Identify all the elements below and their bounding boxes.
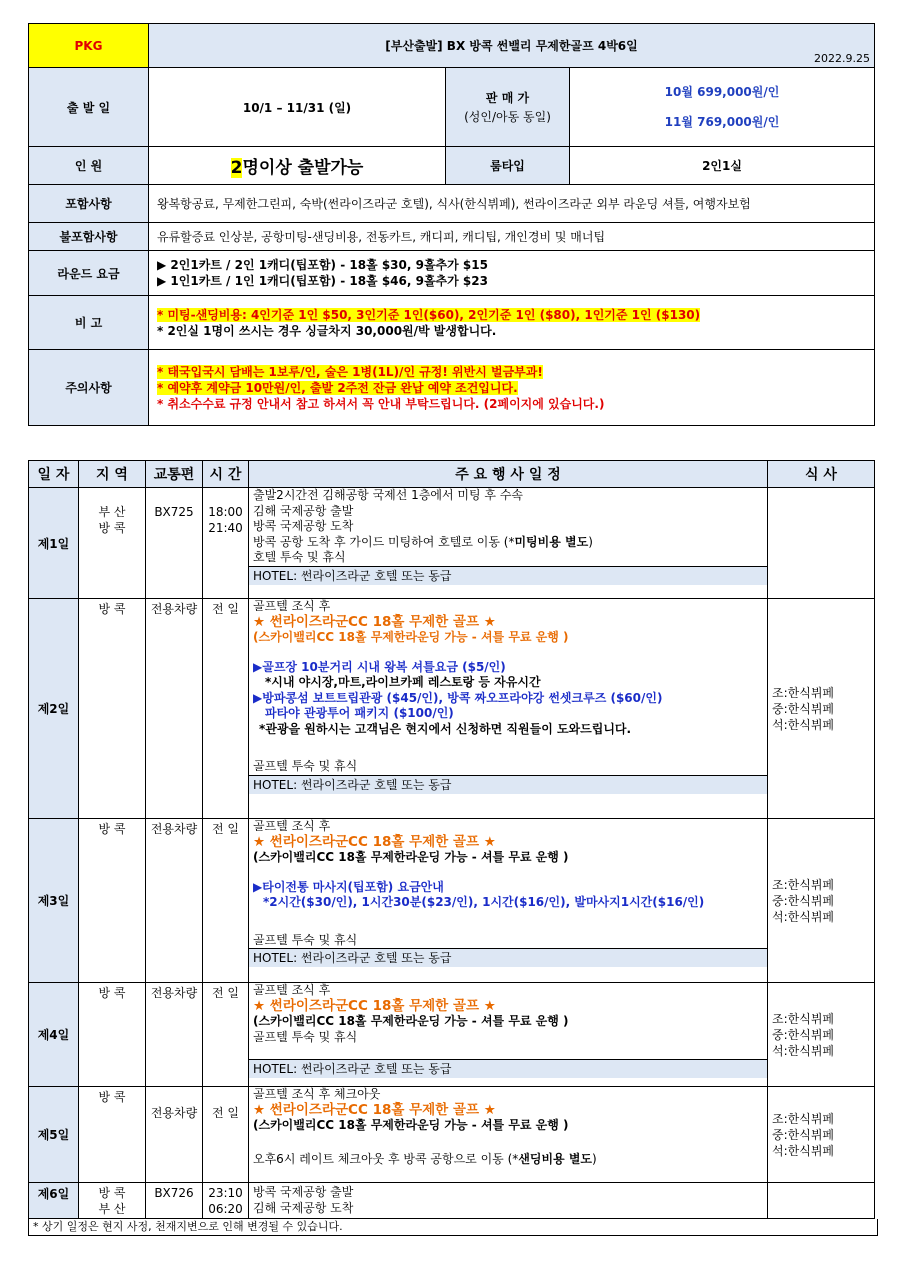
col-day: 일 자 — [29, 461, 79, 488]
time-cell: 전 일 — [203, 1087, 249, 1183]
schedule-line: 방콕 국제공항 출발 — [253, 1185, 354, 1199]
document-date: 2022.9.25 — [814, 52, 871, 65]
day-label: 제1일 — [29, 488, 79, 599]
meal-cell — [768, 599, 875, 819]
schedule-line: 골프텔 투숙 및 휴식 — [253, 932, 358, 947]
col-meal: 식 사 — [768, 461, 875, 488]
time-depart: 18:00 — [208, 505, 243, 519]
time-cell: 전 일 — [203, 983, 249, 1087]
day-label: 제4일 — [29, 983, 79, 1087]
hotel-line: HOTEL: 썬라이즈라군 호텔 또는 동급 — [249, 1059, 767, 1078]
massage-prices: *2시간($30/인), 1시간30분($23/인), 1시간($16/인), 발마사지1시간($16/인) — [263, 895, 705, 909]
schedule-line: 호텔 투숙 및 휴식 — [253, 550, 346, 564]
hotel-line: HOTEL: 썬라이즈라군 호텔 또는 동급 — [249, 775, 767, 794]
meal-cell — [768, 488, 875, 599]
round-fee-2: ▶ 1인1카트 / 1인 1캐디(팁포함) - 18홀 $46, 9홀추가 $23 — [157, 274, 488, 288]
price-label-text: 판 매 가 — [485, 91, 530, 105]
pkg-badge: PKG — [29, 24, 149, 68]
massage-title: ▶타이전통 마사지(팁포함) 요금안내 — [253, 879, 444, 894]
golf-sub: (스카이밸리CC 18홀 무제한라운딩 가능 - 셔틀 무료 운행 ) — [253, 1118, 569, 1132]
title-text: [부산출발] BX 방콕 썬밸리 무제한골프 4박6일 — [385, 39, 638, 53]
transport-cell: BX725 — [146, 488, 203, 599]
round-fee-1: ▶ 2인1카트 / 2인 1캐디(팁포함) - 18홀 $30, 9홀추가 $15 — [157, 258, 488, 272]
price-nov: 11월 769,000원/인 — [664, 115, 780, 129]
golf-title: ★ 썬라이즈라군CC 18홀 무제한 골프 ★ — [253, 1101, 496, 1118]
price-value — [570, 68, 875, 147]
schedule-cell — [249, 983, 768, 1087]
day-label: 제6일 — [29, 1183, 79, 1219]
schedule-line: 김해 국제공항 출발 — [253, 503, 354, 518]
people-label: 인 원 — [29, 147, 149, 185]
meal-cell — [768, 1183, 875, 1219]
round-fee-label: 라운드 요금 — [29, 251, 149, 296]
remark-2: * 2인실 1명이 쓰시는 경우 싱글차지 30,000원/박 발생합니다. — [157, 323, 497, 338]
include-label: 포함사항 — [29, 185, 149, 223]
day-label: 제2일 — [29, 599, 79, 819]
time-arrive: 06:20 — [208, 1202, 243, 1216]
itinerary-table — [28, 460, 875, 1219]
region-to: 부 산 — [98, 1202, 126, 1216]
region-cell: 방 콕 — [79, 599, 146, 819]
schedule-line: 방콕 공항 도착 후 가이드 미팅하여 호텔로 이동 (*미팅비용 별도) — [253, 534, 593, 549]
region-cell: 방 콕 — [79, 983, 146, 1087]
golf-sub: (스카이밸리CC 18홀 무제한라운딩 가능 - 셔틀 무료 운행 ) — [253, 850, 569, 864]
schedule-line: 골프텔 조식 후 — [253, 599, 331, 613]
transport-cell: 전용차량 — [146, 1087, 203, 1183]
option-line: ▶방파콩섬 보트트립관광 ($45/인), 방콕 짜오프라야강 썬셋크루즈 ($60/인) — [253, 690, 663, 705]
time-cell: 전 일 — [203, 819, 249, 983]
meal-cell — [768, 983, 875, 1087]
price-sub: (성인/아동 동일) — [464, 110, 551, 124]
meal-lunch: 중:한식뷔페 — [772, 1127, 835, 1142]
option-line: *관광을 원하시는 고객님은 현지에서 신청하면 직원들이 도와드립니다. — [259, 721, 632, 736]
round-fee-value — [149, 251, 875, 296]
transport-cell: 전용차량 — [146, 983, 203, 1087]
schedule-line: 출발2시간전 김해공항 국제선 1층에서 미팅 후 수속 — [253, 488, 523, 502]
table-row — [29, 983, 875, 1087]
transport-cell: BX726 — [146, 1183, 203, 1219]
col-time: 시 간 — [203, 461, 249, 488]
caution-3: * 취소수수료 규정 안내서 참고 하셔서 꼭 안내 부탁드립니다. (2페이지에 있습니다.) — [157, 396, 605, 411]
schedule-line: 골프텔 투숙 및 휴식 — [253, 759, 358, 773]
include-value: 왕복항공료, 무제한그린피, 숙박(썬라이즈라군 호텔), 식사(한식뷔페), 썬라이즈라군 외부 라운딩 셔틀, 여행자보험 — [149, 185, 875, 223]
meal-breakfast: 조:한식뷔페 — [772, 685, 835, 700]
people-text: 명이상 출발가능 — [242, 158, 364, 178]
col-region: 지 역 — [79, 461, 146, 488]
table-row — [29, 819, 875, 983]
schedule-cell — [249, 599, 768, 819]
golf-title: ★ 썬라이즈라군CC 18홀 무제한 골프 ★ — [253, 997, 496, 1014]
meal-lunch: 중:한식뷔페 — [772, 701, 835, 716]
region-cell — [79, 1183, 146, 1219]
room-label: 룸타입 — [446, 147, 570, 185]
schedule-line: 오후6시 레이트 체크아웃 후 방콕 공항으로 이동 (*샌딩비용 별도) — [253, 1151, 597, 1166]
meal-dinner: 석:한식뷔페 — [772, 717, 835, 732]
package-info-table — [28, 23, 875, 426]
golf-title: ★ 썬라이즈라군CC 18홀 무제한 골프 ★ — [253, 833, 496, 850]
option-line: *시내 야시장,마트,라이브카페 레스토랑 등 자유시간 — [265, 675, 541, 689]
day-label: 제5일 — [29, 1087, 79, 1183]
schedule-line: 골프텔 투숙 및 휴식 — [253, 1029, 358, 1044]
region-cell: 방 콕 — [79, 1087, 146, 1183]
meal-lunch: 중:한식뷔페 — [772, 1027, 835, 1042]
schedule-line: 방콕 국제공항 도착 — [253, 519, 354, 533]
people-value — [149, 147, 446, 185]
price-oct: 10월 699,000원/인 — [664, 85, 780, 99]
transport-cell: 전용차량 — [146, 599, 203, 819]
meal-lunch: 중:한식뷔페 — [772, 893, 835, 908]
schedule-line: 골프텔 조식 후 — [253, 819, 331, 833]
remark-value — [149, 296, 875, 350]
table-row — [29, 1183, 875, 1219]
exclude-label: 불포함사항 — [29, 223, 149, 251]
day-label: 제3일 — [29, 819, 79, 983]
option-line: 파타야 관광투어 패키지 ($100/인) — [265, 706, 454, 720]
caution-2: * 예약후 계약금 10만원/인, 출발 2주전 잔금 완납 예약 조건입니다. — [157, 380, 518, 395]
footnote: * 상기 일정은 현지 사정, 천재지변으로 인해 변경될 수 있습니다. — [28, 1219, 878, 1236]
meal-cell — [768, 1087, 875, 1183]
table-row — [29, 599, 875, 819]
time-cell — [203, 488, 249, 599]
meal-dinner: 석:한식뷔페 — [772, 1143, 835, 1158]
golf-title: ★ 썬라이즈라군CC 18홀 무제한 골프 ★ — [253, 613, 496, 630]
region-to: 방 콕 — [98, 521, 126, 535]
meal-cell — [768, 819, 875, 983]
table-row — [29, 488, 875, 599]
table-row — [29, 1087, 875, 1183]
schedule-cell — [249, 819, 768, 983]
col-transport: 교통편 — [146, 461, 203, 488]
transport-cell: 전용차량 — [146, 819, 203, 983]
exclude-value: 유류할증료 인상분, 공항미팅-샌딩비용, 전동카트, 캐디피, 캐디팁, 개인경비 및 매너팁 — [149, 223, 875, 251]
price-label — [446, 68, 570, 147]
departure-label: 출 발 일 — [29, 68, 149, 147]
meal-dinner: 석:한식뷔페 — [772, 1043, 835, 1058]
time-arrive: 21:40 — [208, 521, 243, 535]
remark-label: 비 고 — [29, 296, 149, 350]
room-value: 2인1실 — [570, 147, 875, 185]
meal-dinner: 석:한식뷔페 — [772, 909, 835, 924]
region-from: 부 산 — [98, 505, 126, 519]
col-schedule: 주 요 행 사 일 정 — [249, 461, 768, 488]
option-line: ▶골프장 10분거리 시내 왕복 셔틀요금 ($5/인) — [253, 659, 506, 674]
meal-breakfast: 조:한식뷔페 — [772, 1111, 835, 1126]
hotel-line: HOTEL: 썬라이즈라군 호텔 또는 동급 — [249, 948, 767, 967]
meal-breakfast: 조:한식뷔페 — [772, 877, 835, 892]
remark-1: * 미팅-샌딩비용: 4인기준 1인 $50, 3인기준 1인($60), 2인기준 1인 ($80), 1인기준 1인 ($130) — [157, 307, 701, 322]
hotel-line: HOTEL: 썬라이즈라군 호텔 또는 동급 — [249, 566, 767, 585]
people-num: 2 — [230, 158, 243, 178]
time-depart: 23:10 — [208, 1186, 243, 1200]
schedule-cell — [249, 488, 768, 599]
caution-1: * 태국입국시 담배는 1보루/인, 술은 1병(1L)/인 규정! 위반시 벌금부과! — [157, 364, 543, 379]
meal-breakfast: 조:한식뷔페 — [772, 1011, 835, 1026]
schedule-line: 골프텔 조식 후 — [253, 983, 331, 997]
golf-sub: (스카이밸리CC 18홀 무제한라운딩 가능 - 셔틀 무료 운행 ) — [253, 630, 569, 644]
schedule-cell — [249, 1087, 768, 1183]
time-cell — [203, 1183, 249, 1219]
time-cell: 전 일 — [203, 599, 249, 819]
golf-sub: (스카이밸리CC 18홀 무제한라운딩 가능 - 셔틀 무료 운행 ) — [253, 1014, 569, 1028]
region-cell: 방 콕 — [79, 819, 146, 983]
schedule-line: 골프텔 조식 후 체크아웃 — [253, 1087, 381, 1101]
caution-value — [149, 350, 875, 426]
region-cell — [79, 488, 146, 599]
schedule-cell — [249, 1183, 768, 1219]
caution-label: 주의사항 — [29, 350, 149, 426]
departure-value: 10/1 – 11/31 (일) — [149, 68, 446, 147]
region-from: 방 콕 — [98, 1186, 126, 1200]
page-title — [149, 24, 875, 68]
schedule-line: 김해 국제공항 도착 — [253, 1200, 354, 1215]
